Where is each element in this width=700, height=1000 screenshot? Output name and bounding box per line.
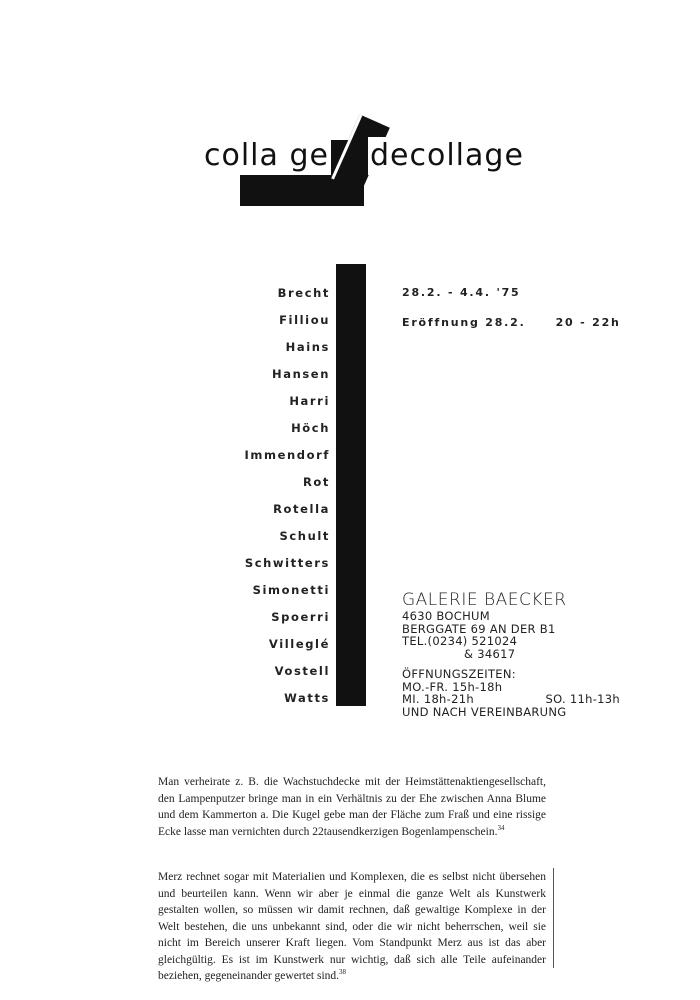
gallery-tel2: & 34617: [464, 646, 516, 661]
artist-name: Watts: [284, 691, 330, 705]
hours-title: ÖFFNUNGSZEITEN:: [402, 667, 516, 681]
artist-name: Simonetti: [252, 583, 330, 597]
artist-name: Vostell: [274, 664, 330, 678]
quote-paragraph-2: [158, 869, 546, 985]
hours-wed: MI. 18h-21h: [402, 692, 474, 706]
opening-label: Eröffnung 28.2.: [402, 316, 526, 329]
hours-sun: SO. 11h-13h: [545, 692, 620, 706]
gallery-city: 4630 BOCHUM: [402, 609, 490, 623]
hours-row: [402, 693, 620, 706]
hours-weekday: MO.-FR. 15h-18h: [402, 679, 503, 694]
date-range: 28.2. - 4.4. '75: [402, 286, 521, 299]
artist-name: Hains: [285, 340, 330, 354]
gallery-info: [402, 590, 632, 718]
title-decollage: decollage: [370, 138, 524, 173]
artist-name: Brecht: [277, 286, 330, 300]
artist-name: Höch: [291, 421, 330, 435]
margin-rule: [553, 868, 554, 968]
artist-name: Hansen: [271, 367, 330, 381]
artist-column-bar: [336, 264, 366, 706]
artist-name: Schult: [279, 529, 330, 543]
quote-text-1: Man verheirate z. B. die Wachstuchdecke mit der Heimstättenaktiengesellschaft, den Lampenputzer bringe man in ein Verhältnis zu der Ehe zwischen Anna Blume und dem Kammerton a. Die Kugel gebe man der Fläche zum Fraß und eine rissige Ecke lasse man vernichten durch 22tausendkerzigen Bogenlampenschein.: [158, 776, 546, 838]
gallery-street: BERGGATE 69 AN DER B1: [402, 621, 556, 636]
artist-name: Harri: [289, 394, 330, 408]
opening-row: [402, 314, 621, 344]
exhibition-dates: [402, 284, 621, 344]
artist-name: Filliou: [279, 313, 330, 327]
title-collage: colla ge: [204, 138, 329, 173]
artist-name: Villeglé: [268, 637, 330, 651]
gallery-tel: TEL.(0234) 521024: [402, 634, 518, 648]
gallery-name: GALERIE BAECKER: [402, 590, 567, 610]
quote-paragraph-1: [158, 774, 546, 840]
artist-name: Rot: [302, 475, 330, 489]
quote-text-2: Merz rechnet sogar mit Materialien und Komplexen, die es selbst nicht übersehen und beurteilen kann. Wenn wir aber je einmal die ganze Welt als Kunstwerk gestalten wollen, so müssen wir damit rechnen, daß gewaltige Komplexe in der Welt bestehen, die uns unbekannt sind, oder die wir nicht beherrschen, weil sie nicht im Bereich unserer Kraft liegen. Vom Standpunkt Merz aus ist das aber gleichgültig. Es ist im Kunstwerk nur wichtig, daß sich alle Teile aufeinander beziehen, gegeneinander gewertet sind.: [158, 871, 546, 982]
footnote-ref-34: 34: [497, 823, 505, 832]
hours-extra: UND NACH VEREINBARUNG: [402, 704, 567, 719]
artist-name: Rotella: [273, 502, 330, 516]
artist-name: Spoerri: [271, 610, 330, 624]
opening-time: 20 - 22h: [555, 316, 621, 329]
artist-name: Immendorf: [244, 448, 330, 462]
footnote-ref-38: 38: [339, 968, 347, 977]
artist-list: [200, 282, 330, 714]
artist-name: Schwitters: [244, 556, 330, 570]
